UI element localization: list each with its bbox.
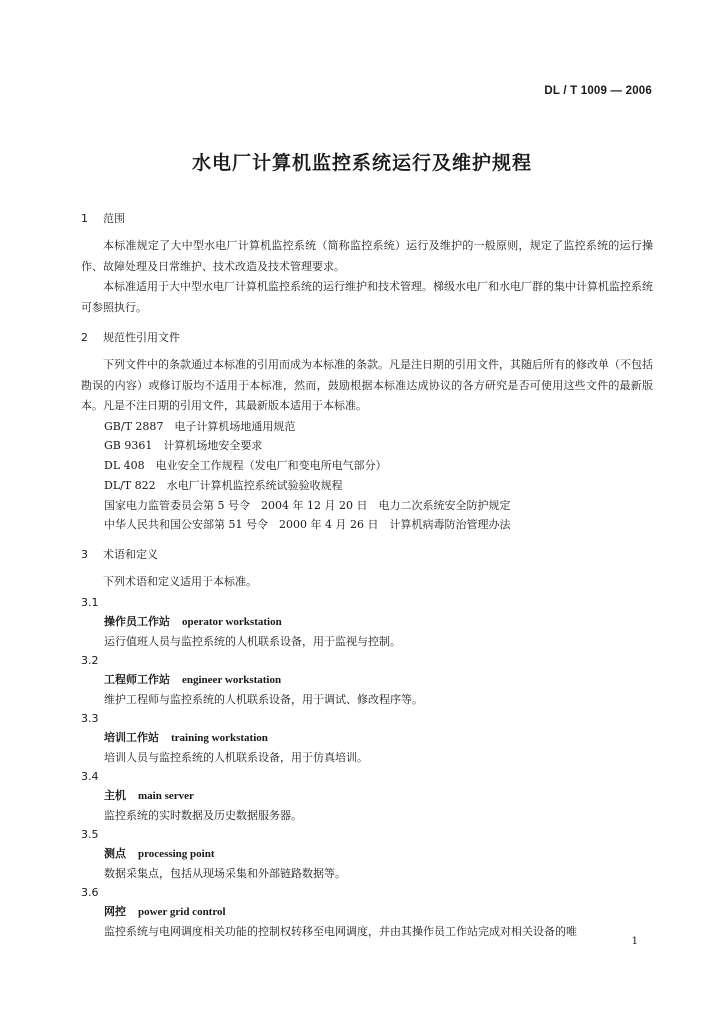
term-heading bbox=[81, 728, 653, 748]
term-cn: 测点 bbox=[104, 846, 126, 860]
term-en: operator workstation bbox=[182, 615, 282, 628]
term-cn: 操作员工作站 bbox=[104, 614, 170, 628]
section-number: 2 bbox=[81, 331, 88, 344]
reference-item: GB/T 2887 电子计算机场地通用规范 bbox=[104, 419, 296, 433]
term-definition: 数据采集点，包括从现场采集和外部链路数据等。 bbox=[104, 866, 346, 880]
term-heading bbox=[81, 902, 653, 922]
reference-item: 中华人民共和国公安部第 51 号令 2000 年 4 月 26 日 计算机病毒防治管理办法 bbox=[104, 518, 511, 532]
section-title: 规范性引用文件 bbox=[103, 331, 180, 344]
term-en: training workstation bbox=[171, 731, 268, 744]
term-cn: 工程师工作站 bbox=[104, 672, 170, 686]
term-definition: 监控系统与电网调度相关功能的控制权转移至电网调度，并由其操作员工作站完成对相关设备的唯 bbox=[104, 924, 577, 938]
section-number: 1 bbox=[81, 212, 88, 225]
paragraph: 下列术语和定义适用于本标准。 bbox=[103, 575, 257, 589]
term-number: 3.1 bbox=[81, 595, 99, 609]
page-number: 1 bbox=[631, 936, 638, 947]
term-en: processing point bbox=[138, 847, 215, 860]
reference-item: 国家电力监管委员会第 5 号令 2004 年 12 月 20 日 电力二次系统安全防护规定 bbox=[104, 498, 511, 512]
term-heading bbox=[81, 844, 653, 864]
term-definition: 运行值班人员与监控系统的人机联系设备，用于监视与控制。 bbox=[104, 634, 401, 648]
term-definition: 监控系统的实时数据及历史数据服务器。 bbox=[104, 808, 302, 822]
term-en: engineer workstation bbox=[182, 673, 282, 686]
term-heading bbox=[81, 612, 653, 632]
term-definition: 维护工程师与监控系统的人机联系设备，用于调试、修改程序等。 bbox=[104, 692, 423, 706]
paragraph: 下列文件中的条款通过本标准的引用而成为本标准的条款。凡是注日期的引用文件，其随后所有的修改单（不包括勘误的内容）或修订版均不适用于本标准，然而，鼓励根据本标准达成协议的各方研究是否可使用这些文件的最新版本。凡是不注日期的引用文件，其最新版本适用于本标准。 bbox=[81, 358, 653, 412]
paragraph: 本标准规定了大中型水电厂计算机监控系统（简称监控系统）运行及维护的一般原则，规定了监控系统的运行操作、故障处理及日常维护、技术改造及技术管理要求。 bbox=[81, 239, 653, 273]
page-title: 水电厂计算机监控系统运行及维护规程 bbox=[191, 152, 532, 174]
term-number: 3.4 bbox=[81, 769, 99, 783]
term-cn: 网控 bbox=[104, 904, 126, 918]
term-cn: 主机 bbox=[104, 788, 126, 802]
term-number: 3.5 bbox=[81, 827, 99, 841]
section-2-heading bbox=[81, 328, 653, 348]
term-number: 3.2 bbox=[81, 653, 99, 667]
section-3-heading bbox=[81, 545, 653, 565]
term-heading bbox=[81, 670, 653, 690]
section-title: 范围 bbox=[103, 212, 125, 225]
term-number: 3.3 bbox=[81, 711, 99, 725]
term-cn: 培训工作站 bbox=[104, 730, 159, 744]
document-code: DL / T 1009 — 2006 bbox=[544, 85, 652, 97]
term-en: power grid control bbox=[138, 905, 226, 918]
term-number: 3.6 bbox=[81, 885, 99, 899]
paragraph: 本标准适用于大中型水电厂计算机监控系统的运行维护和技术管理。梯级水电厂和水电厂群的集中计算机监控系统可参照执行。 bbox=[81, 280, 653, 314]
document-body bbox=[81, 209, 653, 941]
section-title: 术语和定义 bbox=[103, 548, 158, 562]
section-number: 3 bbox=[81, 548, 88, 562]
reference-item: DL/T 822 水电厂计算机监控系统试验验收规程 bbox=[104, 478, 343, 492]
reference-item: DL 408 电业安全工作规程（发电厂和变电所电气部分） bbox=[104, 459, 387, 473]
term-definition: 培训人员与监控系统的人机联系设备，用于仿真培训。 bbox=[104, 750, 368, 764]
term-heading bbox=[81, 786, 653, 806]
section-1-heading bbox=[81, 209, 653, 229]
term-en: main server bbox=[138, 789, 194, 802]
reference-item: GB 9361 计算机场地安全要求 bbox=[104, 439, 263, 453]
